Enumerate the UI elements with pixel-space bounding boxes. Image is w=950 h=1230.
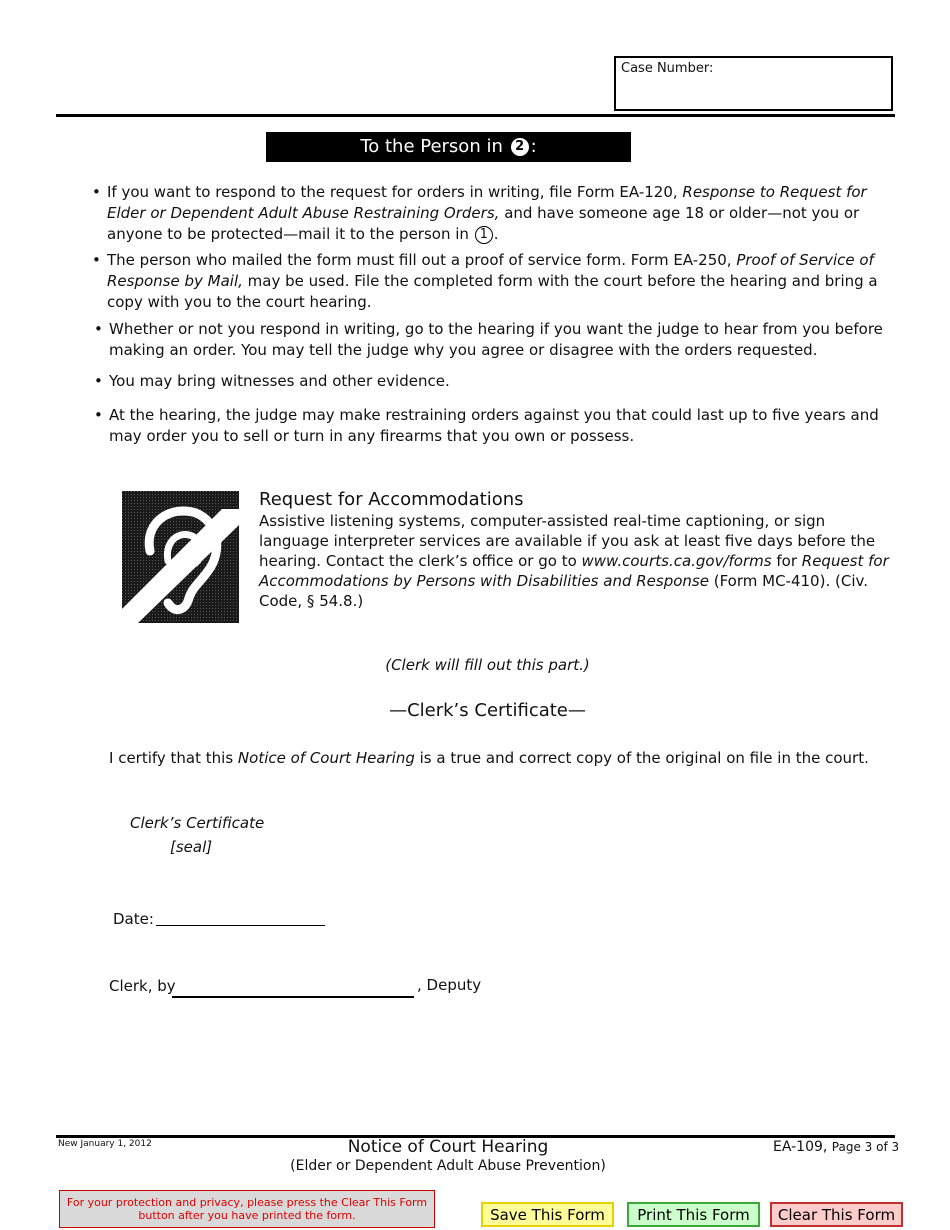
privacy-notice: For your protection and privacy, please press the Clear This Form button after you have printed the form.	[59, 1190, 435, 1228]
certify-statement	[109, 749, 889, 767]
bullet-respond-in-writing	[92, 182, 887, 245]
accommodations-text-part: Assistive listening systems, computer-assisted real-time captioning, or sign language interpreter services are available if you ask at least five days before the hearing. Contact the clerk’s office or go to	[259, 512, 876, 570]
bullet-witnesses	[94, 371, 889, 392]
certify-text: I certify that this	[109, 749, 238, 767]
page-number: Page 3 of 3	[831, 1140, 900, 1154]
bullet-text: .	[493, 225, 499, 243]
banner-suffix: :	[530, 136, 537, 157]
accommodations-text-part: (Form MC-410). (Civ. Code, § 54.8.)	[259, 572, 868, 610]
bullet-dot-icon: •	[92, 251, 101, 269]
form-number-text: EA-109,	[773, 1139, 828, 1155]
form-number	[773, 1139, 899, 1155]
deputy-label: , Deputy	[417, 976, 482, 994]
save-form-button[interactable]: Save This Form	[481, 1202, 614, 1227]
date-field[interactable]	[156, 925, 325, 926]
banner-prefix: To the Person in	[360, 136, 503, 157]
bullet-text: At the hearing, the judge may make restraining orders against you that could last up to five years and may order you to sell or turn in any firearms that you own or possess.	[109, 406, 879, 445]
bullet-text: The person who mailed the form must fill out a proof of service form. Form EA-250,	[107, 251, 737, 269]
section-banner	[266, 132, 631, 162]
seal-label: Clerk’s Certificate	[130, 814, 265, 832]
bullet-dot-icon: •	[92, 183, 101, 201]
certify-italic: Notice of Court Hearing	[237, 749, 415, 767]
hearing-assistance-icon	[122, 491, 239, 623]
bullet-dot-icon: •	[94, 320, 103, 338]
forms-url: www.courts.ca.gov/forms	[581, 552, 772, 570]
circled-number-2: 2	[511, 138, 529, 156]
bullet-text: If you want to respond to the request for orders in writing, file Form EA-120,	[107, 183, 683, 201]
bullet-text: Whether or not you respond in writing, go to the hearing if you want the judge to hear from you before making an order. You may tell the judge why you agree or disagree with the orders requested.	[109, 320, 883, 359]
seal-placeholder: [seal]	[170, 838, 213, 856]
clerk-by-field[interactable]	[172, 996, 414, 998]
header-rule	[56, 114, 895, 117]
bullet-proof-of-service	[92, 250, 887, 313]
accommodations-text	[259, 511, 899, 611]
clear-form-button[interactable]: Clear This Form	[770, 1202, 903, 1227]
accommodations-title: Request for Accommodations	[259, 489, 524, 510]
bullet-text: and have someone age 18 or older—not you or anyone to be protected—mail it to the person in	[107, 204, 860, 243]
mc410-title: Request for Accommodations by Persons with Disabilities and Response	[259, 552, 889, 590]
date-label: Date:	[113, 910, 154, 928]
certify-text: is a true and correct copy of the original on file in the court.	[414, 749, 869, 767]
clerk-by-label: Clerk, by	[109, 977, 176, 995]
revision-date: New January 1, 2012	[58, 1139, 152, 1149]
form-title-italic: Proof of Service of Response by Mail,	[107, 251, 874, 290]
bullet-dot-icon: •	[94, 406, 103, 424]
print-form-button[interactable]: Print This Form	[627, 1202, 760, 1227]
case-number-box[interactable]	[614, 56, 893, 111]
clerk-fill-note: (Clerk will fill out this part.)	[385, 656, 590, 674]
form-subtitle: (Elder or Dependent Adult Abuse Prevention)	[290, 1158, 606, 1174]
bullet-text: may be used. File the completed form with the court before the hearing and bring a copy with you to the court hearing.	[107, 272, 878, 311]
form-title-italic: Response to Request for Elder or Dependent Adult Abuse Restraining Orders,	[107, 183, 867, 222]
bullet-go-to-hearing	[94, 319, 889, 361]
bullet-restraining-orders	[94, 405, 899, 447]
clerk-certificate-title: —Clerk’s Certificate—	[389, 700, 586, 721]
accommodations-text-part: for	[771, 552, 802, 570]
form-title: Notice of Court Hearing	[347, 1137, 549, 1157]
case-number-label: Case Number:	[621, 61, 714, 76]
circled-number-1: 1	[475, 226, 493, 244]
bullet-dot-icon: •	[94, 372, 103, 390]
bullet-text: You may bring witnesses and other evidence.	[109, 372, 450, 390]
